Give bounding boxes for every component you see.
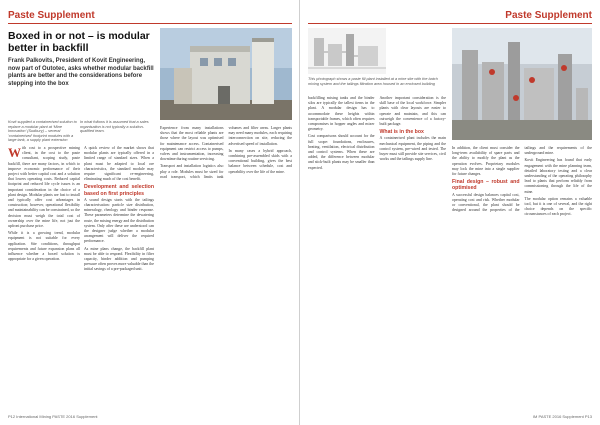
paragraph: As mine plans change, the backfill plant must be able to respond. Flexibility in filter capacity, binder addition and pumping pressure often proves more valuable than the initial savings of a pre-packaged unit. (84, 246, 154, 272)
section-banner: Paste Supplement (308, 8, 592, 24)
photo-caption-left: Kovit supplied a containerised solution to replace a modular plant at ‘Mine Innovation’ (Sudbury) – several 'containerised' footprint modules with a large tank, a supply plant extension (8, 120, 77, 143)
paragraph: A containerised plant includes the main mechanical equipment, the piping and the control system, pre-wired and tested. The buyer must still provide site services, civil works and the tailings supply line. (379, 136, 446, 162)
paragraph: Another important consideration is the skill base of the local workforce. Simpler plants with clear layouts are easier to operate and maintain, and this can outweigh the convenience of a factory-built package. (379, 96, 446, 127)
section-subhead: Final design – robust and optimised (452, 179, 520, 192)
plant-photo-left (160, 28, 292, 120)
paragraph: Kovit Engineering has found that early engagement with the mine planning team, detailed laboratory testing and a clear understanding of the operating philosophy lead to plants that perform reliably from commissioning through the life of the mine. (524, 158, 592, 194)
plant-photo-right (452, 28, 592, 140)
paragraph: A sound design starts with the tailings characterisation: particle size distribution, mineralogy, rheology and binder response. These parameters determine the dewatering route, the mixing energy and the distribution system. Only after these are understood can the designer judge whether a modular arrangement will deliver the required performance. (84, 197, 154, 244)
paragraph: Cost comparisons should account for the full scope: foundations, enclosures, heating, ventilation, electrical distribution and control systems. When these are added, the difference between modular and stick-built plants may be smaller than expected. (308, 134, 375, 170)
paragraph: ith cost to a prospective mining client, in the cost to the paste consultant, scoping study, paste backfill, there are many factors, in which to improve economic performance of their project with better capital cost and a solution that lowers operating costs. Reduced capital footprint and reduced life cycle issues is an important consideration in the choice of a plant design. Modular plants are fast to install and typically offer cost advantages in construction; however, operational flexibility and maintainability can be constrained, so the decision must weigh the total cost of ownership over the mine life, not just the upfront purchase price. (8, 146, 80, 229)
paragraph: A successful design balances capital cost, operating cost and risk. Whether modular or conventional, the plant should be designed around the properties of the tailings and the requirements of the underground mine. (452, 146, 592, 213)
paragraph: backfilling mixing tanks and the binder silos are typically the tallest items in the plant. A modular design has to accommodate these heights within transportable frames, which often requires compromises in hopper angles and mixer geometry. (308, 96, 375, 132)
section-banner: Paste Supplement (8, 8, 292, 24)
page-footer: P12 International Mining PASTE 2016 Supplement (8, 414, 98, 419)
section-subhead: What is in the box (379, 129, 424, 136)
paragraph: In addition, the client must consider the long-term availability of spare parts and the ability to modify the plant as the operation evolves. Proprietary modules may lock the mine into a single supplier for future changes. (452, 146, 520, 177)
text-column-2 (84, 146, 154, 411)
paragraph: The modular option remains a valuable tool, but it is one of several, and the right choice depends on the specific circumstances of each project. (524, 196, 592, 217)
paragraph: A quick review of the market shows that modular plants are typically offered in a limited range of standard sizes. When a plant must be adapted to local ore characteristics, the standard module may require significant re-engineering, eliminating much of the cost benefit. (84, 146, 154, 182)
text-column-3 (160, 126, 292, 411)
paragraph: Experience from many installations shows that the most reliable plants are those where the layout was optimised for maintenance access. Containerised equipment can restrict access to pumps, valves and instrumentation, increasing downtime during routine servicing. (160, 126, 224, 162)
text-column-5 (452, 146, 592, 411)
article-standfirst: Frank Palkovits, President of Kovit Engineering, now part of Outotec, asks whether modular backfill plants are better and the considerations before stepping into the box (8, 58, 154, 87)
page-footer: IM PASTE 2016 Supplement P13 (532, 414, 592, 419)
text-column-4 (308, 96, 446, 411)
right-page (300, 0, 600, 425)
paragraph: In many cases a hybrid approach, combining pre-assembled skids with a conventional building, gives the best balance between schedule, cost and operability over the life of the mine. (228, 148, 292, 174)
photo-caption-left-2: In what follows it is assumed that a sales organisation is not typically a solution-qualified team. (80, 120, 149, 134)
section-subhead: Development and selection based on first principles (84, 184, 154, 197)
text-column-1 (8, 146, 80, 411)
drop-cap: W (8, 145, 21, 160)
article-headline: Boxed in or not – is modular better in backfill (8, 30, 150, 54)
paragraph: Transport and installation logistics also play a role. Modules must be sized for road transport, which limits tank volumes and filter areas. Larger plants may need many modules, each requiring interconnection on site, reducing the advertised speed of installation. (160, 126, 292, 179)
plant-diagram-right (308, 28, 386, 74)
photo-caption-right: This photograph shows a paste fill plant installed at a mine site with the batch mixing system and the tailings filtration area housed in an enclosed building (308, 77, 438, 86)
paragraph: While it is a growing trend, modular equipment is not suitable for every application. Site conditions, throughput requirements and future expansion plans all influence whether a boxed solution is appropriate for a given operation. (8, 231, 80, 262)
